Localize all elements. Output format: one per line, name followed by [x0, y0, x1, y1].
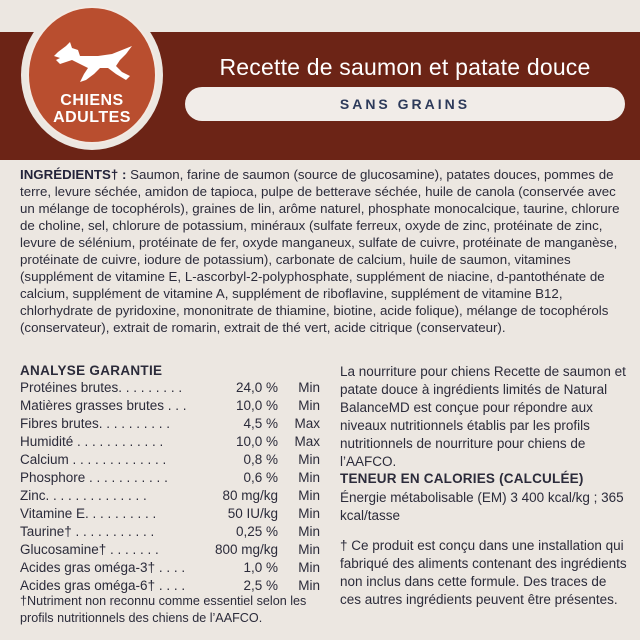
analysis-row [20, 469, 320, 487]
nutrient-qualifier: Min [298, 578, 320, 593]
analysis-row [20, 397, 320, 415]
analysis-row [20, 523, 320, 541]
nutrient-qualifier: Min [298, 506, 320, 521]
analysis-row [20, 415, 320, 433]
nutrient-name: Taurine† . . . . . . . . . . . [20, 524, 155, 539]
analysis-heading: ANALYSE GARANTIE [20, 363, 163, 378]
nutrient-value: 1,0 % [243, 560, 278, 575]
nutrient-value: 80 mg/kg [222, 488, 278, 503]
calories-text: Énergie métabolisable (EM) 3 400 kcal/kg ; 365 kcal/tasse [340, 490, 624, 523]
analysis-table [20, 379, 320, 595]
nutrient-value: 10,0 % [235, 434, 278, 449]
nutrient-qualifier: Min [298, 560, 320, 575]
nutrient-name: Acides gras oméga-6† . . . . [20, 578, 186, 593]
nutrient-name: Phosphore . . . . . . . . . . . [20, 470, 168, 485]
nutrient-name: Matières grasses brutes . . . [20, 398, 187, 413]
nutrient-value: 0,6 % [243, 470, 278, 485]
nutrient-value: 50 IU/kg [227, 506, 278, 521]
analysis-row [20, 433, 320, 451]
product-title: Recette de saumon et patate douce [219, 54, 591, 80]
nutrient-value: 2,5 % [243, 578, 278, 593]
nutrient-qualifier: Min [298, 470, 320, 485]
analysis-row [20, 541, 320, 559]
ingredients-text: Saumon, farine de saumon (source de glucosamine), patates douces, pommes de terre, levure séchée, amidon de tapioca, pulpe de betterave séchée, huile de canola (conservée avec un mélange de tocophérols), graines de lin, arôme naturel, phosphate monocalcique, taurine, chlorure de choline, sel, chlorure de potassium, minéraux (sulfate ferreux, oxyde de zinc, protéinate de zinc, levure de sélénium, protéinate de fer, oxyde manganeux, sulfate de cuivre, protéinate de manganèse, protéinate de cuivre, iodure de potassium), carbonate de calcium, huile de saumon, vitamines (supplément de vitamine E, L-ascorbyl-2-polyphosphate, supplément de niacine, d-pantothénate de calcium, supplément de vitamine A, supplément de riboflavine, supplément de vitamine B12, chlorhydrate de pyridoxine, mononitrate de thiamine, biotine, acide folique), mélange de tocophérols (conservateur), extrait de romarin, extrait de thé vert, acide citrique (conservateur). [20, 167, 620, 335]
nutrient-value: 4,5 % [243, 416, 278, 431]
facility-footnote: † Ce produit est conçu dans une installation qui fabriqué des aliments contenant des ingrédients non inclus dans cette formule. Des traces de ces autres ingrédients peuvent être présentes. [340, 538, 627, 607]
nutrient-qualifier: Min [298, 398, 320, 413]
nutrient-qualifier: Max [294, 416, 320, 431]
aafco-statement: La nourriture pour chiens Recette de saumon et patate douce à ingrédients limités de Natural BalanceMD est conçue pour répondre aux niveaux nutritionnels établis par les profils nutritionnels de nourriture pour chiens de l’AAFCO. [340, 364, 626, 469]
grain-free-pill: SANS GRAINS [185, 87, 625, 121]
analysis-row [20, 379, 320, 397]
calories-heading: TENEUR EN CALORIES (CALCULÉE) [340, 471, 584, 486]
nutrient-value: 24,0 % [235, 380, 278, 395]
nutrient-name: Protéines brutes. . . . . . . . . [20, 380, 183, 395]
nutrient-name: Fibres brutes. . . . . . . . . . [20, 416, 171, 431]
nutrient-qualifier: Min [298, 542, 320, 557]
nutrient-qualifier: Min [298, 524, 320, 539]
dog-icon [50, 40, 136, 84]
nutrient-value: 0,8 % [243, 452, 278, 467]
nutrient-name: Zinc. . . . . . . . . . . . . . [20, 488, 147, 503]
badge-label [27, 92, 157, 126]
nutrient-qualifier: Min [298, 452, 320, 467]
nutrient-name: Acides gras oméga-3† . . . . [20, 560, 186, 575]
badge-line1: CHIENS [60, 92, 124, 109]
nutrient-value: 800 mg/kg [214, 542, 278, 557]
analysis-row [20, 487, 320, 505]
analysis-row [20, 451, 320, 469]
ingredients-label: INGRÉDIENTS† : [20, 167, 127, 182]
nutrient-qualifier: Min [298, 380, 320, 395]
ingredients-block [20, 166, 622, 336]
analysis-footnote: †Nutriment non reconnu comme essentiel selon les profils nutritionnels des chiens de l’AAFCO. [20, 594, 307, 625]
nutrient-name: Glucosamine† . . . . . . . [20, 542, 159, 557]
nutrient-value: 10,0 % [235, 398, 278, 413]
badge-line2: ADULTES [53, 109, 131, 126]
nutrient-value: 0,25 % [235, 524, 278, 539]
nutrient-name: Vitamine E. . . . . . . . . . [20, 506, 157, 521]
nutrient-name: Humidité . . . . . . . . . . . . [20, 434, 164, 449]
nutrient-qualifier: Min [298, 488, 320, 503]
analysis-row [20, 505, 320, 523]
analysis-row [20, 559, 320, 577]
nutrient-qualifier: Max [294, 434, 320, 449]
nutrient-name: Calcium . . . . . . . . . . . . . [20, 452, 167, 467]
